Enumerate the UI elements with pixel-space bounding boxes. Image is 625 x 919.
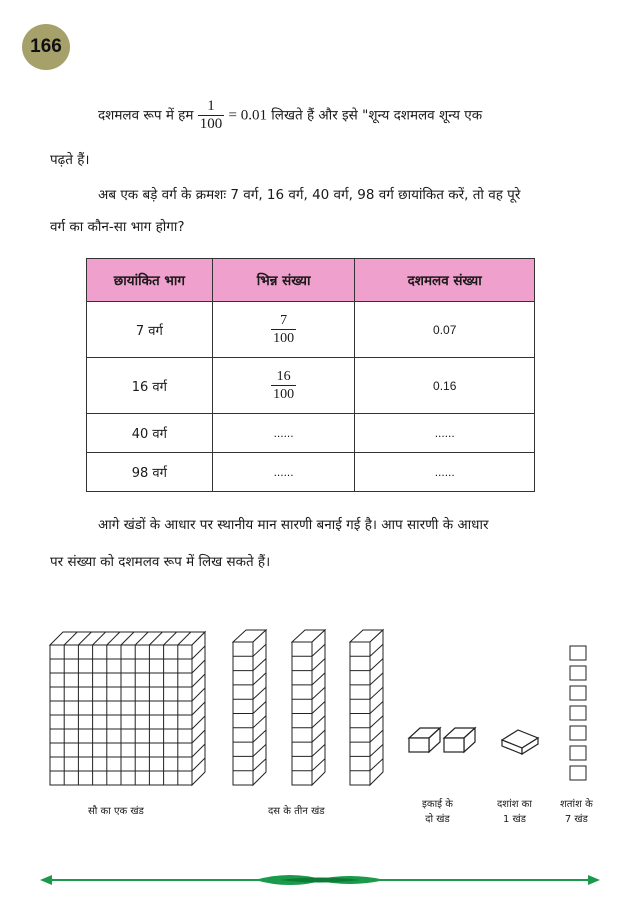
fraction [271,312,296,347]
header-shaded-part: छायांकित भाग [87,259,213,302]
cell-decimal-blank: ...... [355,414,535,453]
table-row [87,302,535,358]
cell-fraction-blank: ...... [212,453,355,492]
fraction-decimal-table [86,258,535,492]
cell-shaded: 16 वर्ग [87,358,213,414]
cell-decimal-blank: ...... [355,453,535,492]
ten-rods-label: दस के तीन खंड [268,806,325,817]
header-fraction: भिन्न संख्या [212,259,355,302]
fraction-numerator: 16 [271,368,296,386]
cell-shaded: 40 वर्ग [87,414,213,453]
fraction-one-hundredth [198,98,225,133]
table-row [87,453,535,492]
tenth-block-label-line-2: 1 खंड [502,814,527,825]
paragraph-1-line-1 [98,98,482,133]
cell-decimal: 0.16 [355,358,535,414]
cell-decimal: 0.07 [355,302,535,358]
hundredth-square [570,686,586,700]
para1-prefix: दशमलव रूप में हम [98,107,194,124]
hundredth-squares-label-line-1: शतांश के [560,799,593,810]
cell-fraction [212,358,355,414]
hundredth-square [570,746,586,760]
para1-suffix: लिखते हैं और इसे "शून्य दशमलव शून्य एक [271,107,483,124]
tenth-block-label-line-1: दशांश का [497,799,532,810]
cell-fraction [212,302,355,358]
page-number-badge [22,24,70,70]
cell-shaded: 98 वर्ग [87,453,213,492]
table-row [87,414,535,453]
paragraph-3-line-1: आगे खंडों के आधार पर स्थानीय मान सारणी बनाई गई है। आप सारणी के आधार [98,517,489,533]
equals-decimal: = 0.01 [228,107,267,124]
tenth-block [502,730,538,754]
paragraph-3-line-2: पर संख्या को दशमलव रूप में लिख सकते हैं। [50,554,271,570]
unit-cubes-label-line-2: दो खंड [425,814,450,825]
tenth-block-label [497,797,532,827]
cell-shaded: 7 वर्ग [87,302,213,358]
hundredth-squares-label [560,797,593,827]
table-row [87,358,535,414]
paragraph-2-line-2: वर्ग का कौन-सा भाग होगा? [50,219,185,235]
cell-fraction-blank: ...... [212,414,355,453]
hundredth-squares [570,646,586,780]
hundredth-square [570,706,586,720]
hundredth-square [570,726,586,740]
place-value-blocks-illustration [0,620,625,795]
fraction-denominator: 100 [273,331,295,346]
fraction-numerator: 1 [198,98,225,116]
table-header-row [87,259,535,302]
ten-rod-2 [292,630,325,785]
hundred-block-label: सौ का एक खंड [88,806,144,817]
fraction-denominator: 100 [199,116,223,132]
unit-cubes-label-line-1: इकाई के [422,799,453,810]
paragraph-2-line-1: अब एक बड़े वर्ग के क्रमशः 7 वर्ग, 16 वर्ग, 40 वर्ग, 98 वर्ग छायांकित करें, तो वह पूरे [98,187,521,203]
page-number: 166 [30,36,62,57]
fraction-denominator: 100 [273,387,295,402]
header-decimal: दशमलव संख्या [355,259,535,302]
ten-rod-3 [350,630,383,785]
fraction [271,368,296,403]
fraction-numerator: 7 [271,312,296,330]
hundredth-square [570,766,586,780]
ten-rod-1 [233,630,266,785]
paragraph-1-line-2: पढ़ते हैं। [50,152,90,168]
hundredth-squares-label-line-2: 7 खंड [564,814,588,825]
unit-cube-1 [409,728,440,752]
hundredth-square [570,646,586,660]
decorative-divider [40,868,600,892]
hundred-block [50,632,205,785]
unit-cubes-label [422,797,453,827]
hundredth-square [570,666,586,680]
unit-cube-2 [444,728,475,752]
